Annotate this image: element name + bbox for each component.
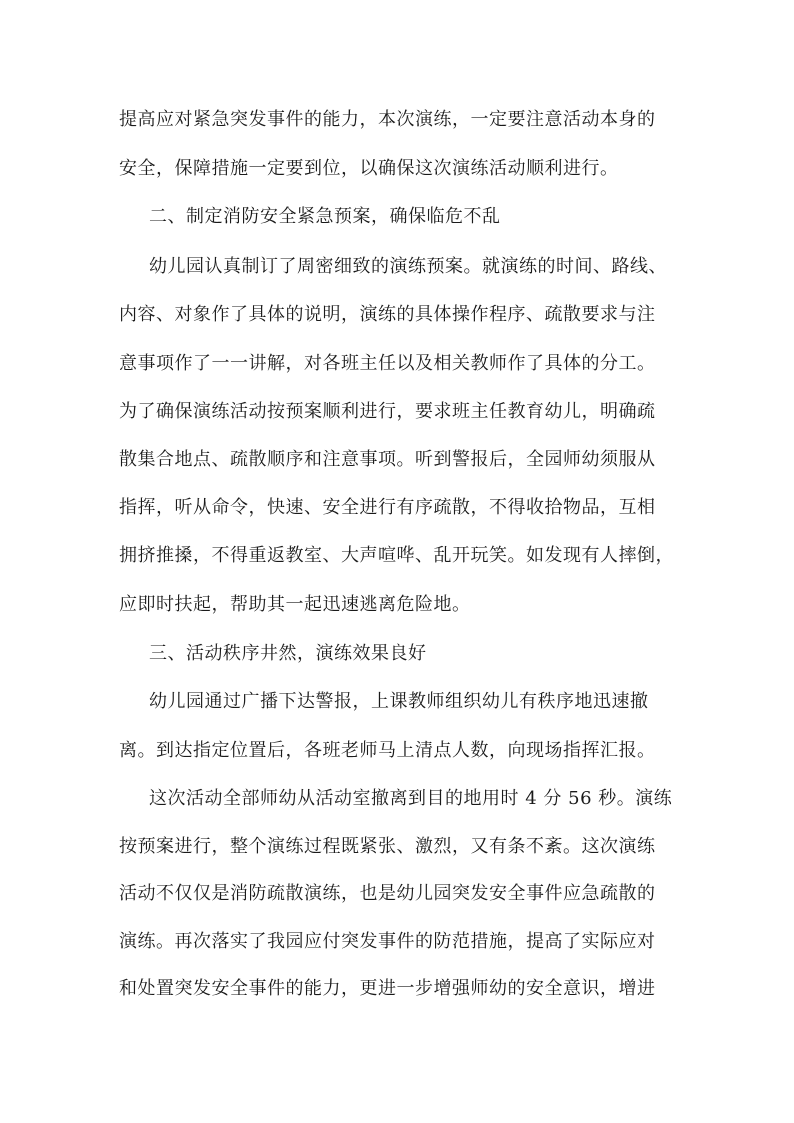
text-line: 按预案进行，整个演练过程既紧张、激烈，又有条不紊。这次演练	[119, 836, 656, 857]
section-heading: 二、制定消防安全紧急预案，确保临危不乱	[149, 206, 501, 227]
text-line: 应即时扶起，帮助其一起迅速逃离危险地。	[119, 594, 471, 615]
text-line: 为了确保演练活动按预案顺利进行，要求班主任教育幼儿，明确疏	[119, 401, 656, 422]
text-line: 演练。再次落实了我园应付突发事件的防范措施，提高了实际应对	[119, 931, 656, 952]
section-heading: 三、活动秩序井然，演练效果良好	[149, 643, 427, 664]
text-line: 内容、对象作了具体的说明，演练的具体操作程序、疏散要求与注	[119, 304, 656, 325]
text-line: 安全，保障措施一定要到位，以确保这次演练活动顺利进行。	[119, 158, 619, 179]
text-line: 提高应对紧急突发事件的能力，本次演练，一定要注意活动本身的	[119, 109, 656, 130]
text-line: 活动不仅仅是消防疏散演练，也是幼儿园突发安全事件应急疏散的	[119, 883, 656, 904]
text-line: 幼儿园通过广播下达警报，上课教师组织幼儿有秩序地迅速撤	[149, 691, 649, 712]
text-line: 指挥，听从命令，快速、安全进行有序疏散，不得收拾物品，互相	[119, 497, 656, 518]
text-line: 和处置突发安全事件的能力，更进一步增强师幼的安全意识，增进	[119, 978, 656, 999]
text-line: 幼儿园认真制订了周密细致的演练预案。就演练的时间、路线、	[149, 256, 667, 277]
text-line: 意事项作了一一讲解，对各班主任以及相关教师作了具体的分工。	[119, 353, 656, 374]
text-line: 拥挤推搡，不得重返教室、大声喧哗、乱开玩笑。如发现有人摔倒，	[119, 545, 674, 566]
text-line: 离。到达指定位置后，各班老师马上清点人数，向现场指挥汇报。	[119, 740, 656, 761]
text-line: 散集合地点、疏散顺序和注意事项。听到警报后，全园师幼须服从	[119, 449, 656, 470]
text-line: 这次活动全部师幼从活动室撤离到目的地用时 4 分 56 秒。演练	[149, 788, 673, 809]
